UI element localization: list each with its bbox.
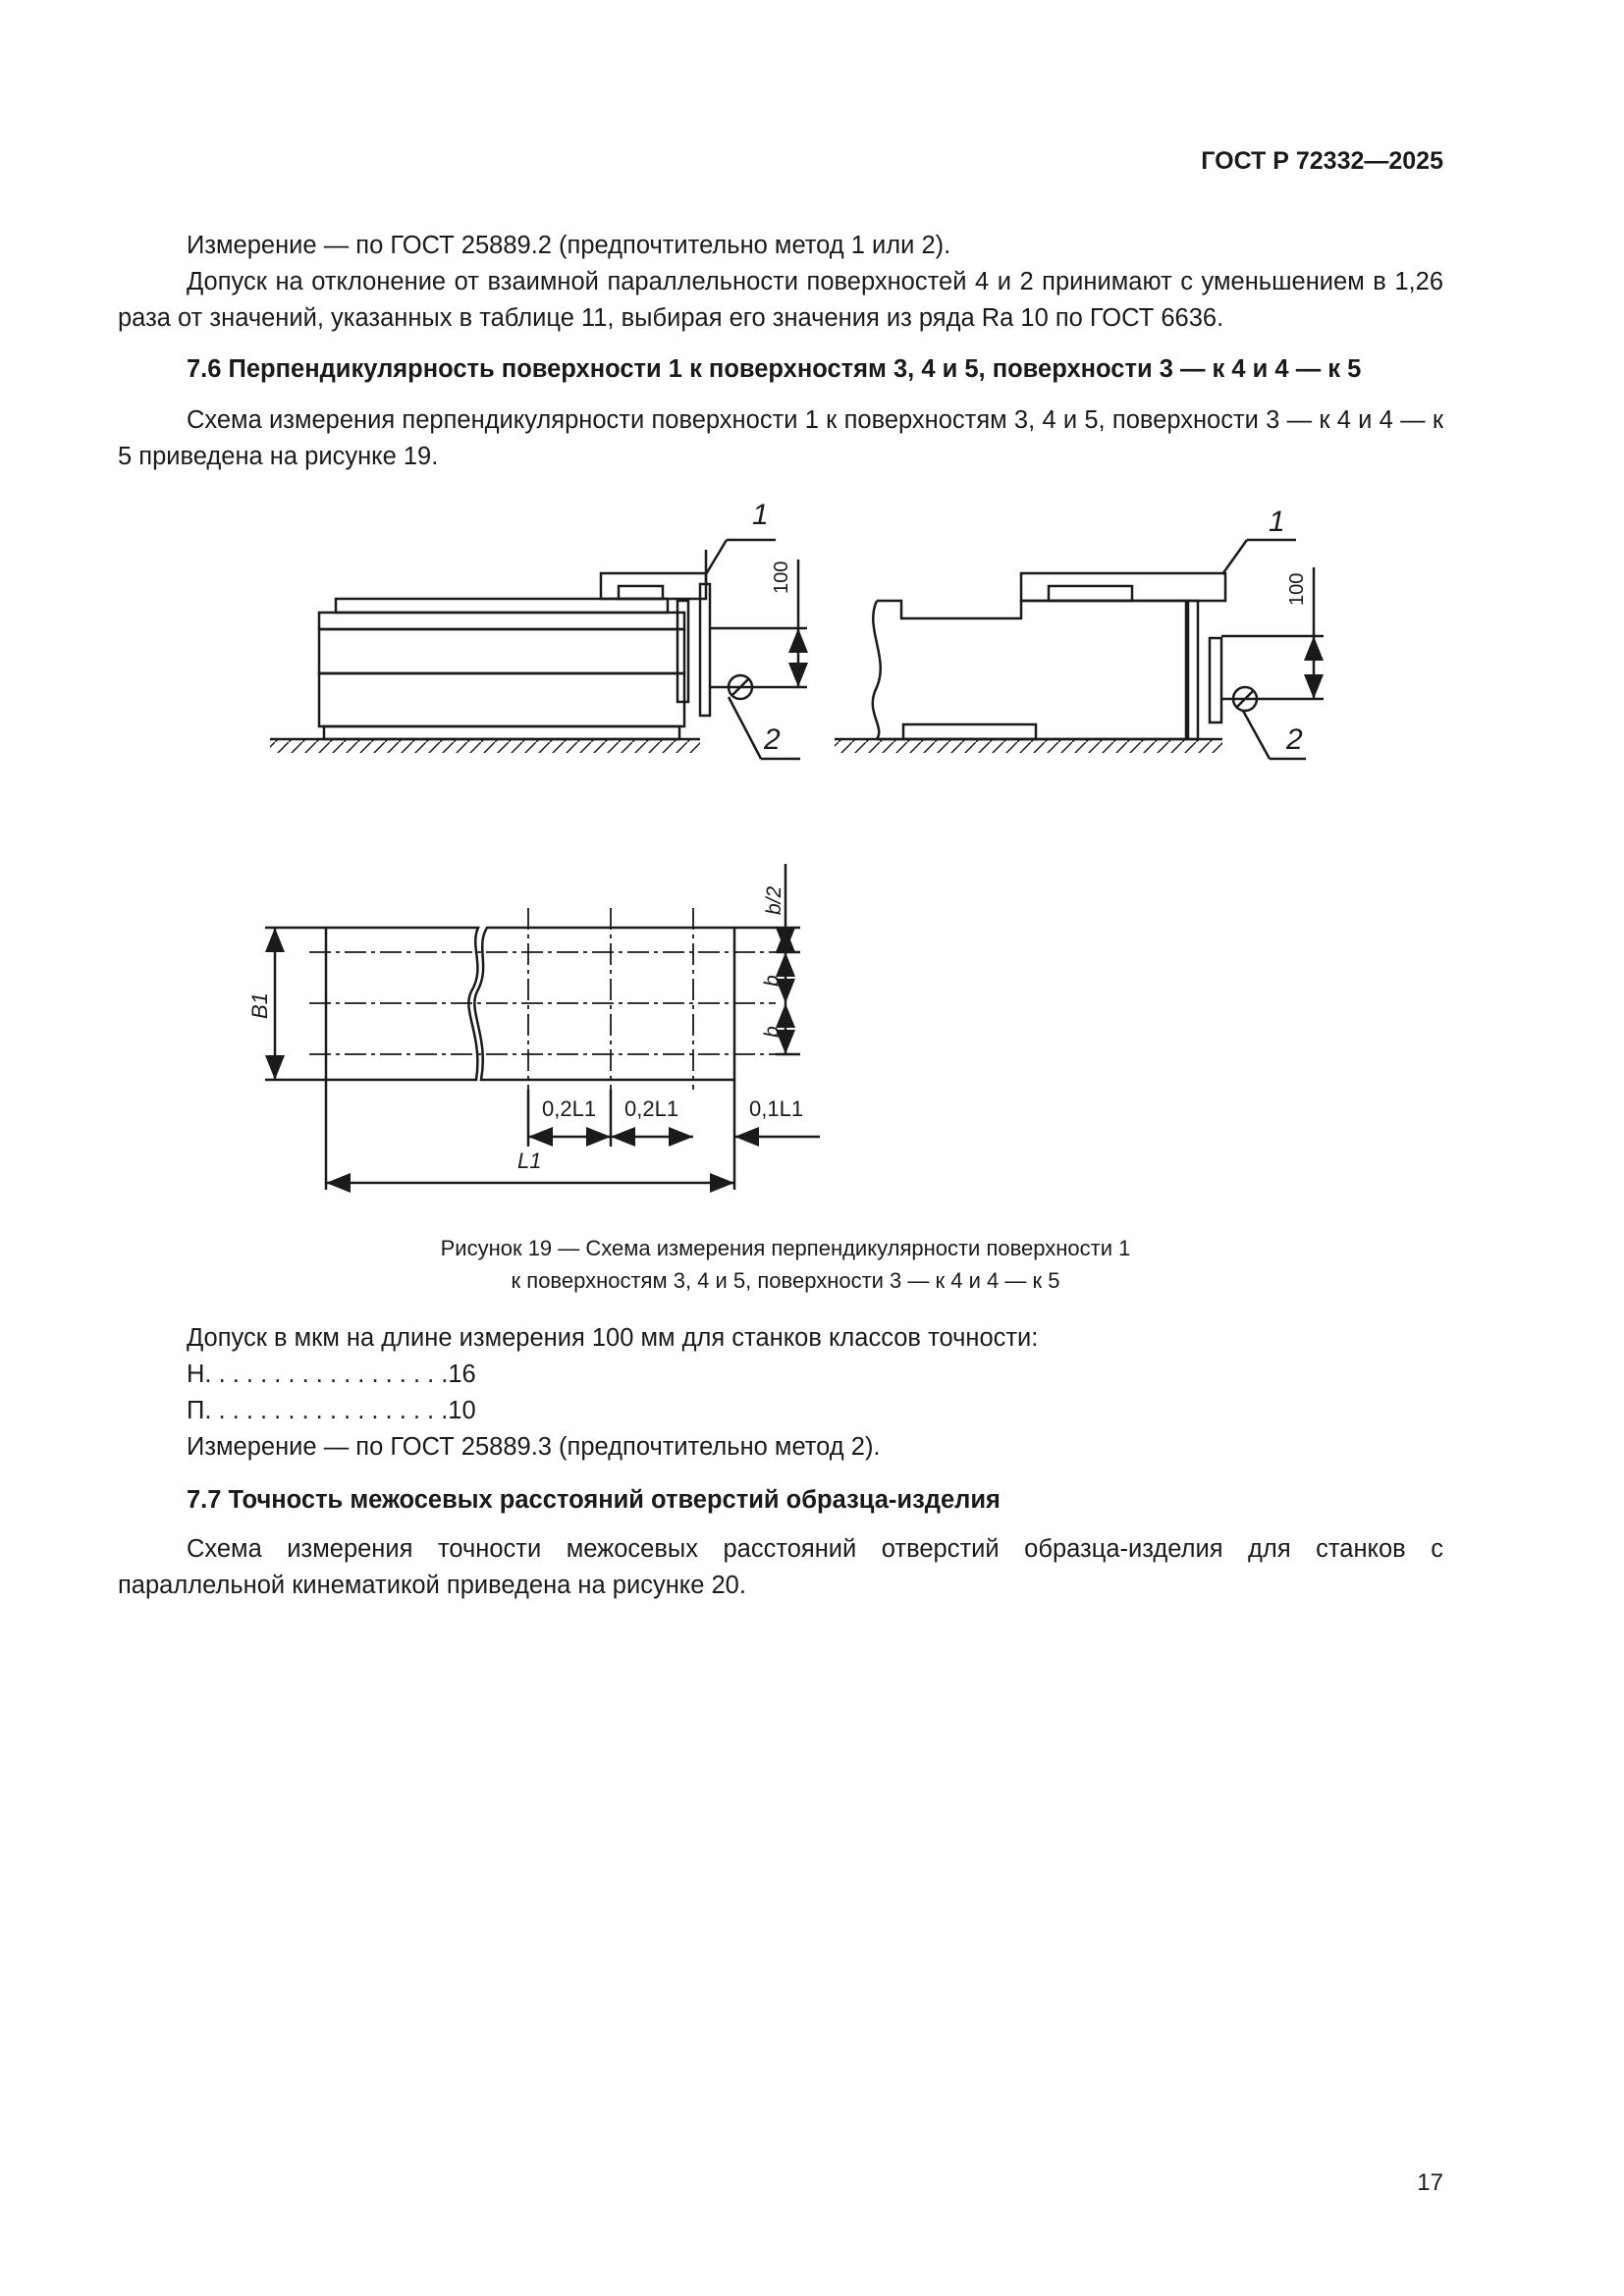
callout-1-right: 1 bbox=[1269, 506, 1285, 538]
tolerance-class-p: П. . . . . . . . . . . . . . . . . .10 bbox=[187, 1397, 476, 1424]
callout-1-left: 1 bbox=[752, 499, 769, 531]
tolerance-class-h: Н. . . . . . . . . . . . . . . . . .16 bbox=[187, 1361, 476, 1388]
document-code: ГОСТ Р 72332—2025 bbox=[1201, 147, 1443, 175]
figure-caption-line-1: Рисунок 19 — Схема измерения перпендикулярности поверхности 1 bbox=[440, 1236, 1131, 1260]
right-view bbox=[835, 540, 1324, 759]
paragraph-tolerance-intro: Допуск в мкм на длине измерения 100 мм для станков классов точности: bbox=[187, 1324, 1039, 1352]
dim-b-lower: b bbox=[761, 1026, 784, 1038]
page-number: 17 bbox=[1417, 2169, 1443, 2196]
paragraph-parallelism-tolerance: Допуск на отклонение от взаимной параллельности поверхностей 4 и 2 принимают с уменьшением в 1,26 раза от значений, указанных в таблице 11, выбирая его значения из ряда Ra 10 по ГОСТ 6636. bbox=[118, 268, 1443, 332]
dim-L1: L1 bbox=[517, 1148, 542, 1173]
dim-0-2L1-first: 0,2L1 bbox=[542, 1096, 597, 1121]
paragraph-measurement-method: Измерение — по ГОСТ 25889.2 (предпочтительно метод 1 или 2). bbox=[187, 232, 951, 259]
dim-B1: B1 bbox=[247, 992, 272, 1019]
dim-100-left: 100 bbox=[771, 561, 792, 594]
callout-2-left: 2 bbox=[764, 723, 781, 756]
paragraph-figure-20-reference: Схема измерения точности межосевых расстояний отверстий образца-изделия для станков с параллельной кинематикой приведена на рисунке 20. bbox=[118, 1535, 1443, 1599]
dim-b-half: b/2 bbox=[763, 885, 785, 915]
paragraph-measurement-method-2: Измерение — по ГОСТ 25889.3 (предпочтительно метод 2). bbox=[187, 1433, 881, 1461]
dim-0-1L1: 0,1L1 bbox=[749, 1096, 804, 1121]
dim-100-right: 100 bbox=[1286, 572, 1308, 606]
left-view bbox=[270, 540, 807, 759]
dim-b-upper: b bbox=[761, 975, 784, 987]
figure-caption-line-2: к поверхностям 3, 4 и 5, поверхности 3 — к 4 и 4 — к 5 bbox=[511, 1268, 1060, 1293]
dim-0-2L1-second: 0,2L1 bbox=[624, 1096, 679, 1121]
callout-2-right: 2 bbox=[1286, 723, 1303, 756]
plan-view bbox=[265, 864, 820, 1190]
figure-caption bbox=[295, 1232, 1276, 1297]
section-heading-7-7: 7.7 Точность межосевых расстояний отверстий образца-изделия bbox=[187, 1486, 1001, 1514]
paragraph-figure-reference: Схема измерения перпендикулярности поверхности 1 к поверхностям 3, 4 и 5, поверхности 3 — к 4 и 4 — к 5 приведена на рисунке 19. bbox=[118, 406, 1443, 470]
section-heading-7-6: 7.6 Перпендикулярность поверхности 1 к поверхностям 3, 4 и 5, поверхности 3 — к 4 и 4 — к 5 bbox=[187, 355, 1362, 383]
